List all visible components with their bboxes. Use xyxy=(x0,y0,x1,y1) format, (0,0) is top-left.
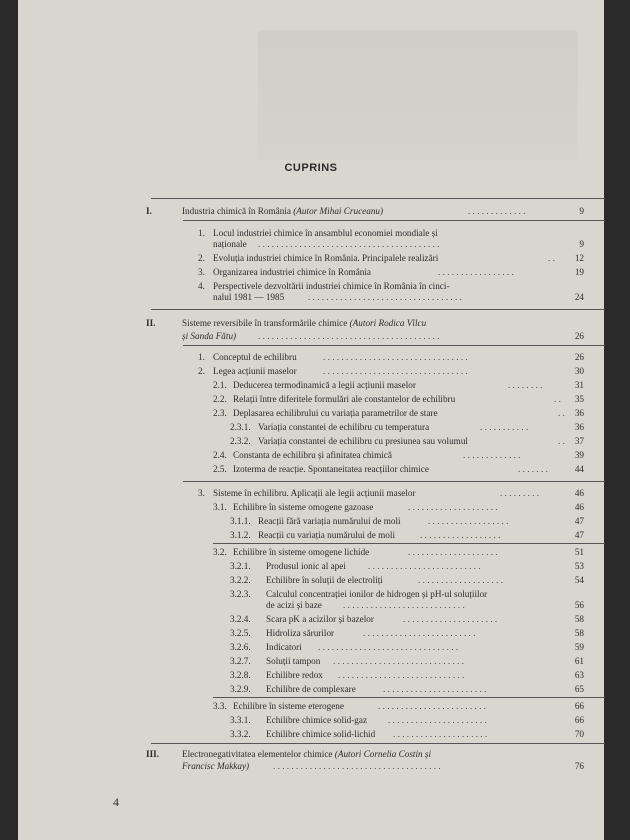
toc-entry-number: 2.3. xyxy=(213,408,227,418)
toc-entry-title: Izoterma de reacție. Spontaneitatea reacțiilor chimice xyxy=(233,464,429,474)
toc-entry-page: 66 xyxy=(574,701,584,711)
page-number: 4 xyxy=(113,795,119,809)
toc-entry-number: 2. xyxy=(198,366,205,376)
section-rule xyxy=(151,309,605,310)
toc-entry-title: Variația constantei de echilibru cu temperatura xyxy=(258,422,430,432)
toc-entry-title: Echilibre chimice solid-gaz xyxy=(266,715,368,725)
toc-entry-number: 2.5. xyxy=(213,464,227,474)
toc-entry-number: 3.1.1. xyxy=(230,516,251,526)
subsection-rule xyxy=(213,697,605,698)
toc-entry-title: Industria chimică în România (Autor Mihai Cruceanu) xyxy=(182,206,384,216)
leader-dots: . . . . . . . . . . . . . . . . . . . . xyxy=(408,502,498,512)
toc-entry-page: 63 xyxy=(574,670,584,680)
toc-entry-number: 4. xyxy=(198,281,205,291)
toc-entry-title: Evoluția industriei chimice în România. Principalele realizări xyxy=(213,253,439,263)
toc-entry-title: Scara pK a acizilor și bazelor xyxy=(266,614,374,624)
toc-entry-page: 36 xyxy=(574,422,584,432)
toc-entry-page: 51 xyxy=(574,547,584,557)
toc-entry-title: Produsul ionic al apei xyxy=(266,561,346,571)
toc-entry-title: Perspectivele dezvoltării industriei chimice în România în cinci- xyxy=(213,281,450,291)
toc-entry-number: 3.2.4. xyxy=(230,614,251,624)
leader-dots: . . . . . . . . . . . . . . . . . . . . . xyxy=(403,614,498,624)
leader-dots: . . . . . . . . . . . . . . . . . . . xyxy=(418,575,503,585)
toc-entry-number: 3.3. xyxy=(213,701,227,711)
leader-dots: . . . . . . . . . . . . . . . . . . . . . . . . . . . . . . . xyxy=(318,642,459,652)
toc-entry-number: 3.2.5. xyxy=(230,628,251,638)
leader-dots: . . . . . . . . . . . . . . . . . . . . . . . . . . . . . . . . xyxy=(323,352,468,362)
toc-entry-number: 2. xyxy=(198,253,205,263)
toc-entry-page: 47 xyxy=(574,530,584,540)
toc-entry-number: 3.2.8. xyxy=(230,670,251,680)
toc-entry-page: 35 xyxy=(574,394,584,404)
toc-entry-number: 3. xyxy=(198,267,205,277)
toc-entry-title: Sisteme reversibile în transformările chimice (Autori Rodica Vîlcu xyxy=(182,318,427,328)
toc-entry-page: 12 xyxy=(574,253,584,263)
toc-entry-page: 9 xyxy=(579,206,584,216)
toc-entry-number: 3.2.1. xyxy=(230,561,251,571)
leader-dots: . . . . . . . . . . . . . . . . . . . . . . . . . xyxy=(368,561,481,571)
leader-dots: . . xyxy=(548,253,555,263)
toc-entry-title: Indicatori xyxy=(266,642,302,652)
toc-entry-title-cont: nalul 1981 — 1985 xyxy=(213,292,285,302)
toc-entry-page: 30 xyxy=(574,366,584,376)
toc-entry-number: 1. xyxy=(198,228,205,238)
toc-entry-page: 26 xyxy=(574,331,584,341)
toc-entry-number: II. xyxy=(146,318,156,328)
toc-entry-number: 2.3.1. xyxy=(230,422,251,432)
toc-entry-page: 66 xyxy=(574,715,584,725)
toc-entry-page: 26 xyxy=(574,352,584,362)
leader-dots: . . . . . . . . . . . . . . . . . . xyxy=(420,530,501,540)
toc-entry-title: Echilibre în sisteme omogene lichide xyxy=(233,547,370,557)
toc-entry-page: 31 xyxy=(574,380,584,390)
toc-entry-title: Organizarea industriei chimice în România xyxy=(213,267,372,277)
toc-entry-number: 1. xyxy=(198,352,205,362)
section-rule xyxy=(183,345,605,346)
toc-entry-page: 47 xyxy=(574,516,584,526)
top-rule xyxy=(151,198,605,199)
toc-entry-number: 3.1.2. xyxy=(230,530,251,540)
toc-entry-page: 46 xyxy=(574,502,584,512)
toc-entry-number: 3.3.2. xyxy=(230,729,251,739)
toc-entry-number: 3.2.3. xyxy=(230,589,251,599)
toc-entry-page: 59 xyxy=(574,642,584,652)
toc-entry-page: 70 xyxy=(574,729,584,739)
leader-dots: . . . . . . . . . . . . . . . . . . . . . . xyxy=(388,715,487,725)
toc-entry-author-cont: Francisc Makkay) xyxy=(182,761,250,771)
toc-entry-title: Electronegativitatea elementelor chimice (Autori Cornelia Costin și xyxy=(182,749,432,759)
toc-entry-title: Legea acțiunii maselor xyxy=(213,366,297,376)
toc-entry-page: 24 xyxy=(574,292,584,302)
toc-entry-page: 56 xyxy=(574,600,584,610)
toc-entry-title: Conceptul de echilibru xyxy=(213,352,297,362)
toc-entry-page: 76 xyxy=(574,761,584,771)
toc-entry-title: Calculul concentrației ionilor de hidrogen și pH-ul soluțiilor xyxy=(266,589,488,599)
bleed-through-area xyxy=(258,30,578,160)
toc-entry-number: 3. xyxy=(198,488,205,498)
toc-entry-title: Echilibre de complexare xyxy=(266,684,356,694)
toc-entry-title: Echilibre în sisteme omogene gazoase xyxy=(233,502,374,512)
toc-entry-title: Locul industriei chimice în ansamblul economiei mondiale și xyxy=(213,228,438,238)
toc-entry-title: Sisteme în echilibru. Aplicații ale legii acțiunii maselor xyxy=(213,488,416,498)
toc-entry-page: 37 xyxy=(574,436,584,446)
leader-dots: . . . . . . . . xyxy=(508,380,543,390)
toc-entry-number: 3.2.7. xyxy=(230,656,251,666)
toc-entry-title: Echilibre în soluții de electroliți xyxy=(266,575,383,585)
toc-entry-number: 3.2. xyxy=(213,547,227,557)
toc-entry-page: 58 xyxy=(574,614,584,624)
leader-dots: . . . . . . . . . . . . . . . . . . . . . . . . . . . . . xyxy=(333,656,464,666)
toc-entry-number: III. xyxy=(146,749,160,759)
toc-entry-author: (Autori Rodica Vîlcu xyxy=(349,318,427,328)
toc-entry-page: 53 xyxy=(574,561,584,571)
leader-dots: . . . . . . . . . . . . . . . . . . . . . . . . xyxy=(378,701,486,711)
toc-entry-page: 19 xyxy=(574,267,584,277)
toc-entry-author-cont: și Sanda Fătu) xyxy=(182,331,237,341)
leader-dots: . . . . . . . . . . . . . . . . . . . . . . . . . . . . xyxy=(338,670,465,680)
leader-dots: . . . . . . . . . . . . . . . . . . . . xyxy=(408,547,498,557)
leader-dots: . . . . . . . . . . . . . . . . . xyxy=(438,267,514,277)
leader-dots: . . . . . . . . . . . . . . . . . . . . . . . . . . . . . . . . . . . . . . . . xyxy=(258,331,440,341)
leader-dots: . . . . . . . . . . . . . xyxy=(468,206,526,216)
leader-dots: . . . . . . . . . . . . . . . . . . . . . . . . . . . . . . . . xyxy=(323,366,468,376)
toc-entry-page: 39 xyxy=(574,450,584,460)
leader-dots: . . . . . . . . . . . . . . . . . . . . . xyxy=(393,729,488,739)
leader-dots: . . xyxy=(554,394,561,404)
toc-entry-page: 46 xyxy=(574,488,584,498)
toc-entry-number: 3.2.9. xyxy=(230,684,251,694)
toc-entry-title: Relații între diferitele formulări ale constantelor de echilibru xyxy=(233,394,456,404)
toc-entry-page: 65 xyxy=(574,684,584,694)
toc-entry-title: Hidroliza sărurilor xyxy=(266,628,335,638)
leader-dots: . . . . . . . xyxy=(518,464,548,474)
toc-entry-author: (Autor Mihai Cruceanu) xyxy=(293,206,384,216)
section-rule xyxy=(183,220,605,221)
toc-entry-page: 9 xyxy=(579,239,584,249)
toc-entry-number: 3.2.2. xyxy=(230,575,251,585)
toc-entry-title: Echilibre redox xyxy=(266,670,323,680)
toc-entry-number: 3.2.6. xyxy=(230,642,251,652)
toc-entry-author: (Autori Cornelia Costin și xyxy=(334,749,432,759)
toc-entry-title: Constanta de echilibru și afinitatea chimică xyxy=(233,450,392,460)
toc-entry-title-cont: de acizi și baze xyxy=(266,600,322,610)
toc-entry-title: Soluții tampon xyxy=(266,656,321,666)
book-page xyxy=(18,0,604,840)
toc-entry-number: 2.3.2. xyxy=(230,436,251,446)
leader-dots: . . . . . . . . . . . . . . . . . . . . . . . xyxy=(383,684,487,694)
leader-dots: . . . . . . . . . . . . . . . . . . . . . . . . . . . . . . . . . . xyxy=(308,292,462,302)
leader-dots: . . xyxy=(558,436,565,446)
leader-dots: . . . . . . . . . . . . . xyxy=(463,450,521,460)
leader-dots: . . . . . . . . . . . . . . . . . . . . . . . . . . . . . . . . . . . . . xyxy=(273,761,441,771)
section-rule xyxy=(151,743,605,744)
leader-dots: . . . . . . . . . . . . . . . . . . . . . . . . . . . xyxy=(343,600,465,610)
subsection-rule xyxy=(213,543,605,544)
toc-entry-number: 3.1. xyxy=(213,502,227,512)
leader-dots: . . . . . . . . . . . xyxy=(480,422,529,432)
toc-entry-number: 3.3.1. xyxy=(230,715,251,725)
page-title: CUPRINS xyxy=(284,162,338,174)
toc-entry-title: Deplasarea echilibrului cu variația parametrilor de stare xyxy=(233,408,438,418)
toc-entry-page: 61 xyxy=(574,656,584,666)
toc-entry-title: Deducerea termodinamică a legii acțiunii maselor xyxy=(233,380,416,390)
toc-entry-title: Reacții cu variația numărului de moli xyxy=(258,530,396,540)
toc-entry-title: Variația constantei de echilibru cu presiunea sau volumul xyxy=(258,436,468,446)
toc-entry-page: 54 xyxy=(574,575,584,585)
leader-dots: . . . . . . . . . . . . . . . . . . . . . . . . . xyxy=(363,628,476,638)
toc-entry-title: Echilibre chimice solid-lichid xyxy=(266,729,376,739)
toc-entry-title-cont: naționale xyxy=(213,239,247,249)
toc-entry-title: Echilibre în sisteme eterogene xyxy=(233,701,344,711)
section-rule xyxy=(183,481,605,482)
toc-entry-page: 36 xyxy=(574,408,584,418)
toc-entry-number: I. xyxy=(146,206,152,216)
leader-dots: . . xyxy=(558,408,565,418)
toc-entry-title: Reacții fără variația numărului de moli xyxy=(258,516,401,526)
toc-entry-page: 58 xyxy=(574,628,584,638)
toc-entry-number: 2.1. xyxy=(213,380,227,390)
toc-entry-number: 2.4. xyxy=(213,450,227,460)
leader-dots: . . . . . . . . . . . . . . . . . . . . . . . . . . . . . . . . . . . . . . . . xyxy=(258,239,440,249)
toc-entry-page: 44 xyxy=(574,464,584,474)
leader-dots: . . . . . . . . . . . . . . . . . . xyxy=(428,516,509,526)
toc-entry-number: 2.2. xyxy=(213,394,227,404)
leader-dots: . . . . . . . . . xyxy=(500,488,540,498)
